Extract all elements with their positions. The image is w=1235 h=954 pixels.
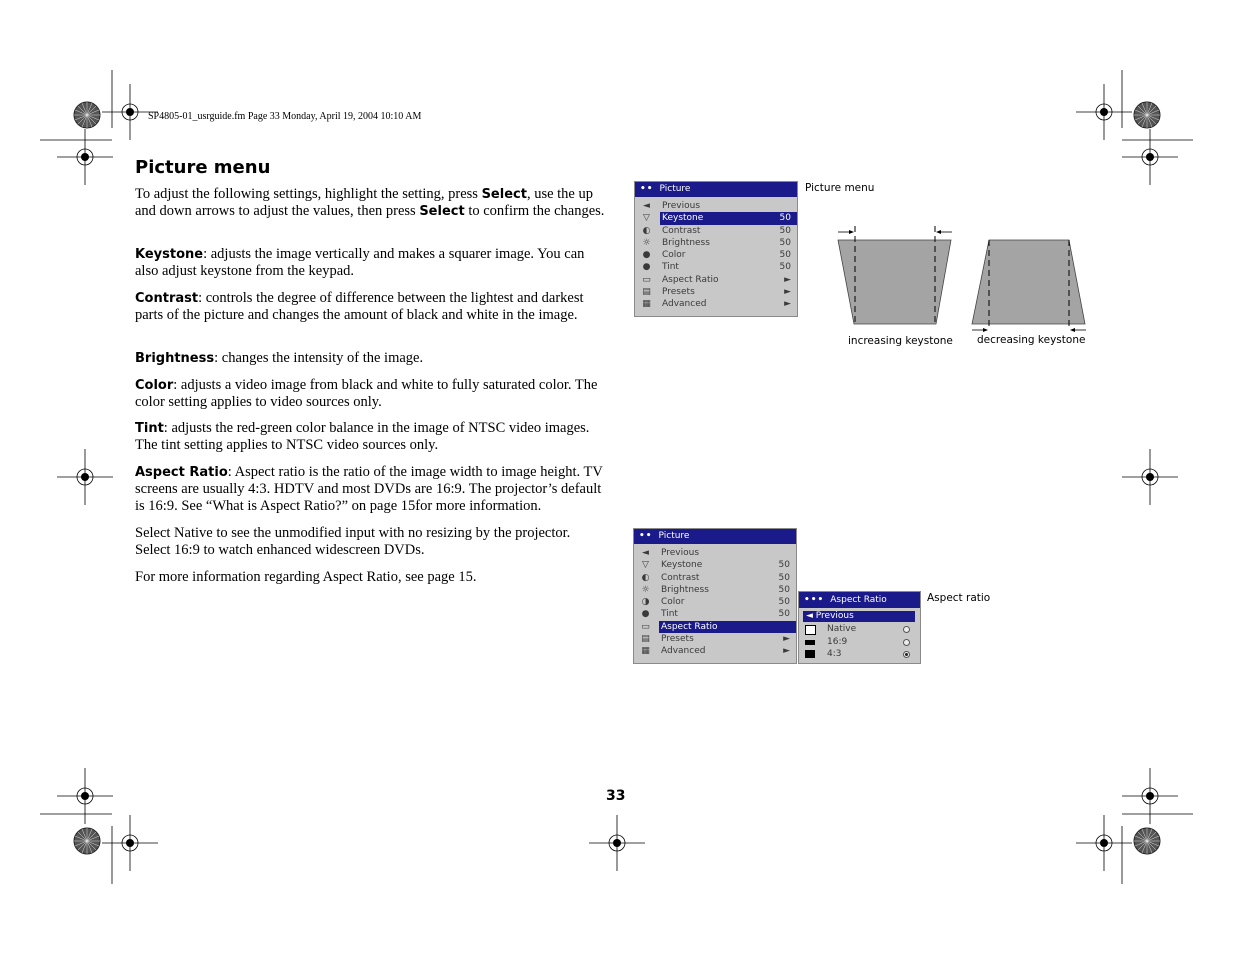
brightness-term: Brightness: [135, 351, 215, 366]
aspect-swatch-icon: [805, 625, 816, 635]
native-paragraph: Select Native to see the unmodified input with no resizing by the projector. Select 16:9 to watch enhanced widescreen DVDs.: [135, 525, 571, 558]
section-title: Picture menu: [135, 157, 271, 178]
menu-item-value: 50: [779, 213, 791, 224]
more-info-paragraph: For more information regarding Aspect Ratio, see page 15.: [135, 569, 477, 585]
contrast-paragraph: Contrast: controls the degree of difference between the lightest and darkest parts of the picture and changes the amount of black and white in the image.: [135, 290, 584, 323]
tint-icon: ●: [642, 262, 651, 273]
previous-icon: ◄: [643, 201, 650, 211]
menu-item-value: 50: [779, 237, 791, 248]
aspect-ratio-submenu-header: ••• Aspect Ratio: [799, 592, 920, 608]
menu-item-label: Tint: [662, 262, 679, 273]
picture-menu-item-advanced: [635, 298, 797, 310]
menu-item-label: Aspect Ratio: [662, 274, 719, 285]
aspect-ratio-icon: ▭: [641, 621, 650, 632]
menu-item-value: 50: [779, 250, 791, 261]
keystone-diagram: [832, 222, 1092, 332]
radio-icon: [903, 639, 910, 646]
aspect-option-4-3: [799, 648, 920, 661]
menu-item-value: ►: [783, 634, 790, 645]
menu-item-value: 50: [779, 262, 791, 273]
presets-icon: ▤: [641, 634, 650, 645]
keystone-paragraph: Keystone: adjusts the image vertically and makes a squarer image. You can also adjust keystone from the keypad.: [135, 246, 585, 279]
keystone-icon: ▽: [643, 213, 650, 224]
menu-item-value: 50: [778, 584, 790, 595]
menu-item-label: Color: [661, 597, 685, 608]
aspect-option-16-9: [799, 636, 920, 649]
menu-item-label: Previous: [662, 201, 701, 211]
contrast-term: Contrast: [135, 291, 199, 306]
picture-menu-2-item-color: [634, 596, 796, 608]
page-number: 33: [606, 788, 626, 804]
picture-menu-screenshot: [634, 181, 798, 317]
menu-item-value: 50: [778, 609, 790, 620]
brightness-icon: ☼: [641, 584, 650, 595]
menu-item-label: Contrast: [661, 572, 700, 583]
menu-item-label: Brightness: [662, 237, 710, 248]
menu-item-value: ►: [784, 287, 791, 298]
aspect-option-label: Native: [827, 624, 857, 634]
aspect-option-label: 16:9: [827, 636, 848, 647]
picture-menu-caption: Picture menu: [805, 182, 875, 194]
menu-item-label: Advanced: [661, 646, 706, 657]
menu-item-value: 50: [778, 572, 790, 583]
picture-menu-item-brightness: [635, 237, 797, 249]
picture-menu-item-tint: [635, 261, 797, 273]
aspect-ratio-paragraph: Aspect Ratio: Aspect ratio is the ratio of the image width to image height. TV screens are usually 4:3. HDTV and most DVDs are 16:9. The projector’s default is 16:9. See “What is Aspect Ratio?” on page 15for more information.: [135, 464, 603, 514]
decreasing-keystone-caption: decreasing keystone: [977, 334, 1086, 346]
menu-item-value: 50: [778, 560, 790, 571]
aspect-option-native: [799, 623, 920, 636]
picture-menu-item-aspect-ratio: [635, 274, 797, 286]
picture-menu-item-keystone: [643, 212, 797, 224]
picture-menu-2-item-presets: [634, 633, 796, 645]
picture-menu-2-item-advanced: [634, 645, 796, 657]
menu-item-label: Keystone: [661, 560, 703, 571]
picture-menu-header: •• Picture: [635, 182, 797, 197]
aspect-option-label: 4:3: [827, 649, 842, 659]
radio-icon: [903, 651, 910, 658]
color-term: Color: [135, 378, 174, 393]
aspect-swatch-icon: [805, 650, 815, 658]
menu-item-value: ►: [783, 646, 790, 657]
advanced-icon: ▦: [642, 299, 651, 310]
menu-item-label: Brightness: [661, 584, 709, 595]
aspect-ratio-term: Aspect Ratio: [135, 465, 228, 480]
picture-menu-2-item-contrast: [634, 572, 796, 584]
intro-paragraph: To adjust the following settings, highlight the setting, press Select, use the up and down arrows to adjust the values, then press Select to confirm the changes.: [135, 186, 605, 219]
picture-menu-2-item-brightness: [634, 584, 796, 596]
previous-icon: ◄: [642, 548, 649, 558]
menu-item-value: 50: [778, 597, 790, 608]
picture-menu-2-item-previous: [634, 547, 796, 559]
aspect-ratio-submenu: [798, 591, 921, 664]
menu-item-label: Advanced: [662, 299, 707, 310]
menu-item-label: Contrast: [662, 225, 701, 236]
menu-item-label: Previous: [661, 548, 700, 558]
menu-item-label: Presets: [661, 634, 694, 645]
tint-icon: ●: [641, 609, 650, 620]
contrast-icon: ◐: [642, 225, 651, 236]
picture-menu-item-color: [635, 249, 797, 261]
menu-item-value: 50: [779, 225, 791, 236]
menu-item-label: Color: [662, 250, 686, 261]
picture-menu-item-previous: [635, 200, 797, 212]
contrast-icon: ◐: [641, 572, 650, 583]
aspect-ratio-caption: Aspect ratio: [927, 592, 991, 604]
advanced-icon: ▦: [641, 646, 650, 657]
tint-paragraph: Tint: adjusts the red-green color balance in the image of NTSC video images. The tint setting applies to NTSC video sources only.: [135, 420, 590, 453]
color-icon: ●: [642, 250, 651, 261]
color-icon: ◑: [641, 597, 650, 608]
menu-item-label: Presets: [662, 287, 695, 298]
menu-item-value: ►: [784, 274, 791, 285]
presets-icon: ▤: [642, 287, 651, 298]
picture-menu-aspect-screenshot: [633, 528, 797, 664]
picture-menu-item-presets: [635, 286, 797, 298]
radio-icon: [903, 626, 910, 633]
menu-item-label: Tint: [661, 609, 678, 620]
increasing-keystone-caption: increasing keystone: [848, 335, 953, 347]
tint-term: Tint: [135, 421, 164, 436]
picture-menu-2-item-tint: [634, 608, 796, 620]
keystone-icon: ▽: [642, 560, 649, 571]
brightness-paragraph: Brightness: changes the intensity of the image.: [135, 350, 424, 366]
menu-item-label: Keystone: [662, 213, 704, 224]
brightness-icon: ☼: [642, 237, 651, 248]
menu-item-value: ►: [784, 299, 791, 310]
aspect-ratio-icon: ▭: [642, 274, 651, 285]
document-header-meta: SP4805-01_usrguide.fm Page 33 Monday, April 19, 2004 10:10 AM: [148, 111, 422, 122]
picture-menu-2-item-keystone: [634, 559, 796, 571]
picture-menu-item-contrast: [635, 225, 797, 237]
submenu-previous-item: ◄ Previous: [803, 611, 915, 622]
aspect-swatch-icon: [805, 640, 815, 645]
picture-menu-2-item-aspect-ratio: [641, 621, 796, 633]
color-paragraph: Color: adjusts a video image from black and white to fully saturated color. The color setting applies to video sources only.: [135, 377, 598, 410]
picture-menu-2-header: •• Picture: [634, 529, 796, 544]
keystone-term: Keystone: [135, 247, 204, 262]
menu-item-label: Aspect Ratio: [661, 621, 718, 632]
